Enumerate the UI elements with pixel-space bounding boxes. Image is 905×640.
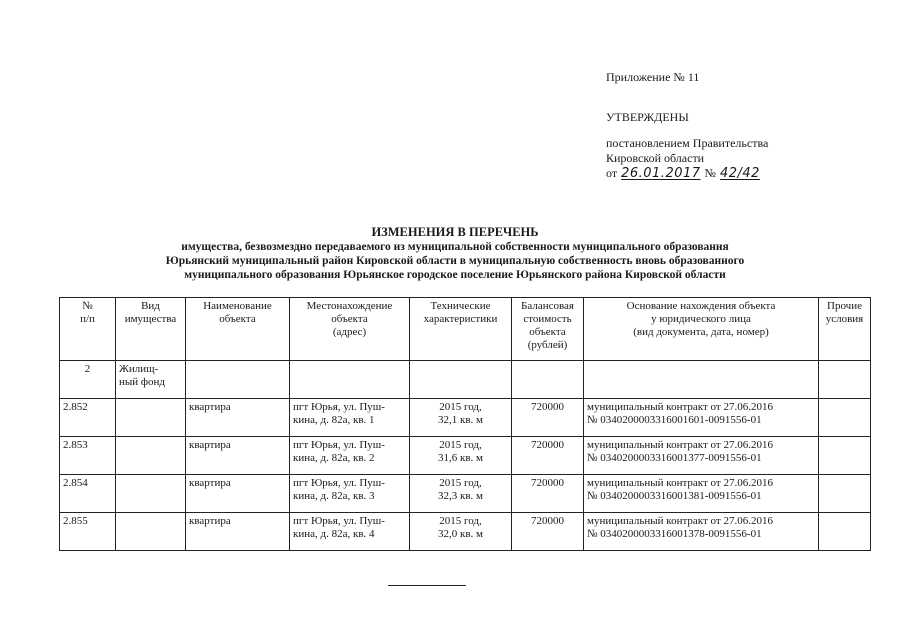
empty-cell [290, 361, 410, 399]
basis-line: № 0340200003316001381-0091556-01 [587, 490, 762, 502]
number-label: № [704, 166, 716, 180]
empty-cell [116, 437, 186, 475]
address-line: пгт Юрья, ул. Пуш- [293, 401, 385, 413]
address-line: кина, д. 82а, кв. 3 [293, 490, 375, 502]
address-line: пгт Юрья, ул. Пуш- [293, 439, 385, 451]
row-number: 2.855 [60, 513, 116, 551]
row-legal-basis [584, 437, 819, 475]
empty-cell [819, 399, 871, 437]
empty-cell [410, 361, 512, 399]
handwritten-date: 26.01.2017 [621, 166, 701, 181]
empty-cell [116, 399, 186, 437]
header-text: объекта [219, 313, 256, 325]
header-text: Балансовая [521, 300, 574, 312]
row-legal-basis [584, 475, 819, 513]
row-legal-basis [584, 399, 819, 437]
row-number: 2.854 [60, 475, 116, 513]
technical-line: 2015 год, [439, 515, 482, 527]
decree-line-1: постановлением Правительства [606, 136, 769, 150]
basis-line: № 0340200003316001378-0091556-01 [587, 528, 762, 540]
header-legal-basis [584, 298, 819, 361]
header-text: объекта [331, 313, 368, 325]
row-object-name: квартира [186, 513, 290, 551]
header-text: стоимость [523, 313, 572, 325]
row-address [290, 475, 410, 513]
row-address [290, 513, 410, 551]
table-header-row [60, 298, 871, 361]
table-section-row [60, 361, 871, 399]
document-title-block [60, 225, 850, 282]
header-number [60, 298, 116, 361]
basis-line: муниципальный контракт от 27.06.2016 [587, 401, 773, 413]
basis-line: № 0340200003316001601-0091556-01 [587, 414, 762, 426]
row-technical [410, 399, 512, 437]
row-balance-value: 720000 [512, 475, 584, 513]
empty-cell [186, 361, 290, 399]
header-text: Вид [141, 300, 160, 312]
header-text: Прочие [827, 300, 862, 312]
header-text: п/п [80, 313, 95, 325]
row-number: 2.853 [60, 437, 116, 475]
header-text: Наименование [203, 300, 272, 312]
technical-line: 2015 год, [439, 401, 482, 413]
technical-line: 31,6 кв. м [438, 452, 483, 464]
empty-cell [584, 361, 819, 399]
document-subtitle-line-1: имущества, безвозмездно передаваемого из муниципальной собственности муниципального образования [181, 241, 729, 253]
basis-line: муниципальный контракт от 27.06.2016 [587, 515, 773, 527]
decree-date-line [606, 166, 760, 181]
address-line: кина, д. 82а, кв. 2 [293, 452, 375, 464]
empty-cell [819, 475, 871, 513]
appendix-label: Приложение № 11 [606, 70, 700, 84]
row-balance-value: 720000 [512, 513, 584, 551]
row-address [290, 399, 410, 437]
section-kind [116, 361, 186, 399]
approved-label: УТВЕРЖДЕНЫ [606, 110, 689, 124]
technical-line: 2015 год, [439, 439, 482, 451]
document-title: ИЗМЕНЕНИЯ В ПЕРЕЧЕНЬ [371, 225, 539, 239]
table-row [60, 513, 871, 551]
technical-line: 32,1 кв. м [438, 414, 483, 426]
header-text: объекта [529, 326, 566, 338]
address-line: кина, д. 82а, кв. 1 [293, 414, 375, 426]
header-property-kind [116, 298, 186, 361]
document-subtitle-line-2: Юрьянский муниципальный район Кировской области в муниципальную собственность вновь образованного [165, 255, 745, 267]
header-text: (рублей) [527, 339, 568, 351]
header-technical [410, 298, 512, 361]
address-line: пгт Юрья, ул. Пуш- [293, 477, 385, 489]
section-kind-text: ный фонд [119, 376, 166, 388]
table-row [60, 437, 871, 475]
row-number: 2.852 [60, 399, 116, 437]
empty-cell [819, 437, 871, 475]
decree-line-2: Кировской области [606, 151, 705, 165]
table-row [60, 475, 871, 513]
empty-cell [512, 361, 584, 399]
row-legal-basis [584, 513, 819, 551]
basis-line: № 0340200003316001377-0091556-01 [587, 452, 762, 464]
document-subtitle-line-3: муниципального образования Юрьянское городское поселение Юрьянского района Кировской области [184, 269, 726, 281]
handwritten-number: 42/42 [719, 166, 760, 181]
row-object-name: квартира [186, 437, 290, 475]
section-kind-text: Жилищ- [119, 363, 159, 375]
technical-line: 2015 год, [439, 477, 482, 489]
basis-line: муниципальный контракт от 27.06.2016 [587, 439, 773, 451]
address-line: пгт Юрья, ул. Пуш- [293, 515, 385, 527]
empty-cell [116, 475, 186, 513]
row-address [290, 437, 410, 475]
end-of-document-rule [388, 585, 466, 586]
header-object-name [186, 298, 290, 361]
row-technical [410, 437, 512, 475]
header-text: у юридического лица [651, 313, 751, 325]
header-text: Местонахождение [306, 300, 393, 312]
header-text: имущества [124, 313, 177, 325]
row-balance-value: 720000 [512, 437, 584, 475]
technical-line: 32,0 кв. м [438, 528, 483, 540]
row-object-name: квартира [186, 475, 290, 513]
header-text: условия [825, 313, 864, 325]
header-text: характеристики [423, 313, 498, 325]
basis-line: муниципальный контракт от 27.06.2016 [587, 477, 773, 489]
header-text: (вид документа, дата, номер) [633, 326, 769, 338]
empty-cell [116, 513, 186, 551]
empty-cell [819, 513, 871, 551]
address-line: кина, д. 82а, кв. 4 [293, 528, 375, 540]
header-text: Технические [430, 300, 491, 312]
header-text: (адрес) [332, 326, 367, 338]
header-text: № [82, 300, 93, 312]
table-row [60, 399, 871, 437]
section-number: 2 [60, 361, 116, 399]
row-balance-value: 720000 [512, 399, 584, 437]
row-technical [410, 475, 512, 513]
from-label: от [606, 166, 618, 180]
row-technical [410, 513, 512, 551]
empty-cell [819, 361, 871, 399]
technical-line: 32,3 кв. м [438, 490, 483, 502]
row-object-name: квартира [186, 399, 290, 437]
property-table [59, 297, 871, 551]
header-other-conditions [819, 298, 871, 361]
header-balance-value [512, 298, 584, 361]
header-location [290, 298, 410, 361]
header-text: Основание нахождения объекта [626, 300, 776, 312]
